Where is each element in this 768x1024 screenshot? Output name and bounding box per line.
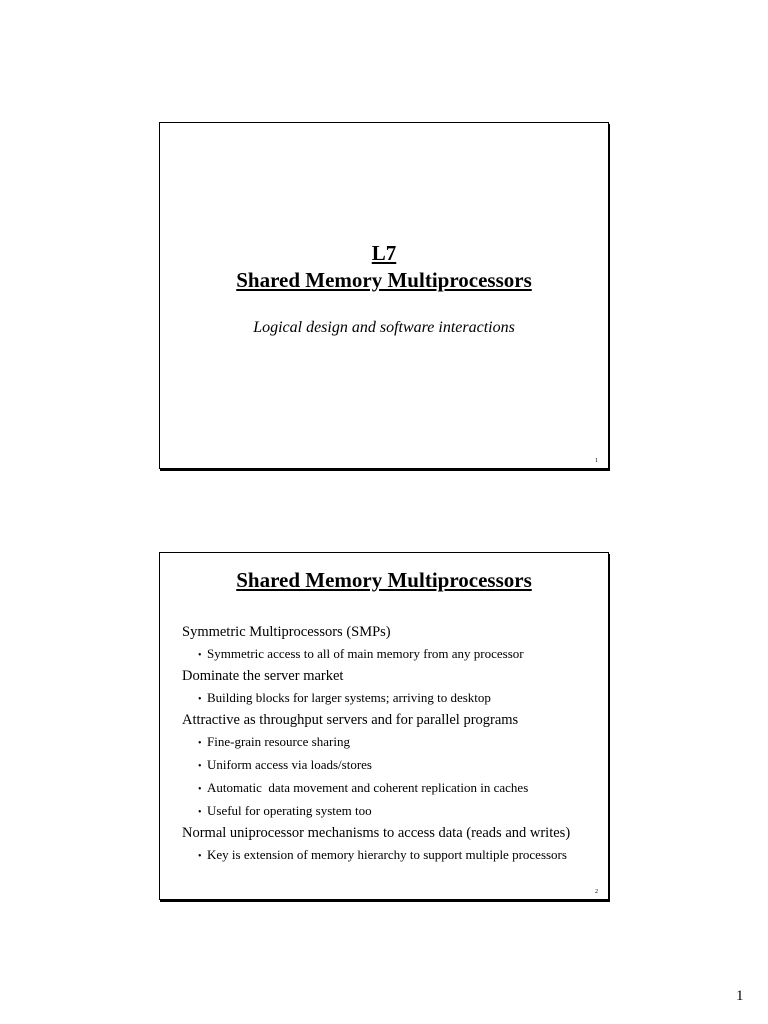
sub-bullet-text: Key is extension of memory hierarchy to support multiple processors [207, 847, 567, 862]
sub-bullet-text: Building blocks for larger systems; arriving to desktop [207, 690, 491, 705]
sub-bullet-text: Uniform access via loads/stores [207, 757, 372, 772]
bullet-icon: • [198, 807, 202, 818]
main-bullet: Normal uniprocessor mechanisms to access data (reads and writes) [182, 825, 571, 841]
sub-bullet-text: Useful for operating system too [207, 803, 372, 818]
main-bullet: Symmetric Multiprocessors (SMPs) [182, 624, 391, 640]
sub-bullet [198, 689, 600, 708]
sub-bullet [198, 733, 600, 752]
bullet-icon: • [198, 761, 202, 772]
slide-2-number: 2 [595, 889, 598, 895]
slide-1-number: 1 [595, 458, 598, 464]
slide-2-body [182, 623, 600, 865]
sub-bullet [198, 802, 600, 821]
main-bullet: Dominate the server market [182, 668, 344, 684]
sub-bullet-text: Automatic data movement and coherent replication in caches [207, 780, 529, 795]
bullet-icon: • [198, 851, 202, 862]
sub-bullet [198, 846, 600, 865]
slide-2-title: Shared Memory Multiprocessors [236, 568, 532, 592]
sub-bullet-text: Symmetric access to all of main memory from any processor [207, 646, 524, 661]
sub-bullet-text: Fine-grain resource sharing [207, 734, 350, 749]
sub-bullet [198, 779, 600, 798]
bullet-icon: • [198, 650, 202, 661]
slide-1-title [160, 240, 608, 294]
slide-2 [159, 552, 609, 900]
main-bullet: Attractive as throughput servers and for parallel programs [182, 712, 519, 728]
slide-1-title-line-1: L7 [371, 241, 397, 265]
bullet-icon: • [198, 694, 202, 705]
bullet-icon: • [198, 784, 202, 795]
sub-bullet [198, 645, 600, 664]
bullet-icon: • [198, 738, 202, 749]
page-number: 1 [736, 988, 744, 1004]
slide-1-title-line-2: Shared Memory Multiprocessors [236, 268, 532, 292]
slide-1-subtitle: Logical design and software interactions [253, 319, 515, 336]
slide-1 [159, 122, 609, 469]
sub-bullet [198, 756, 600, 775]
